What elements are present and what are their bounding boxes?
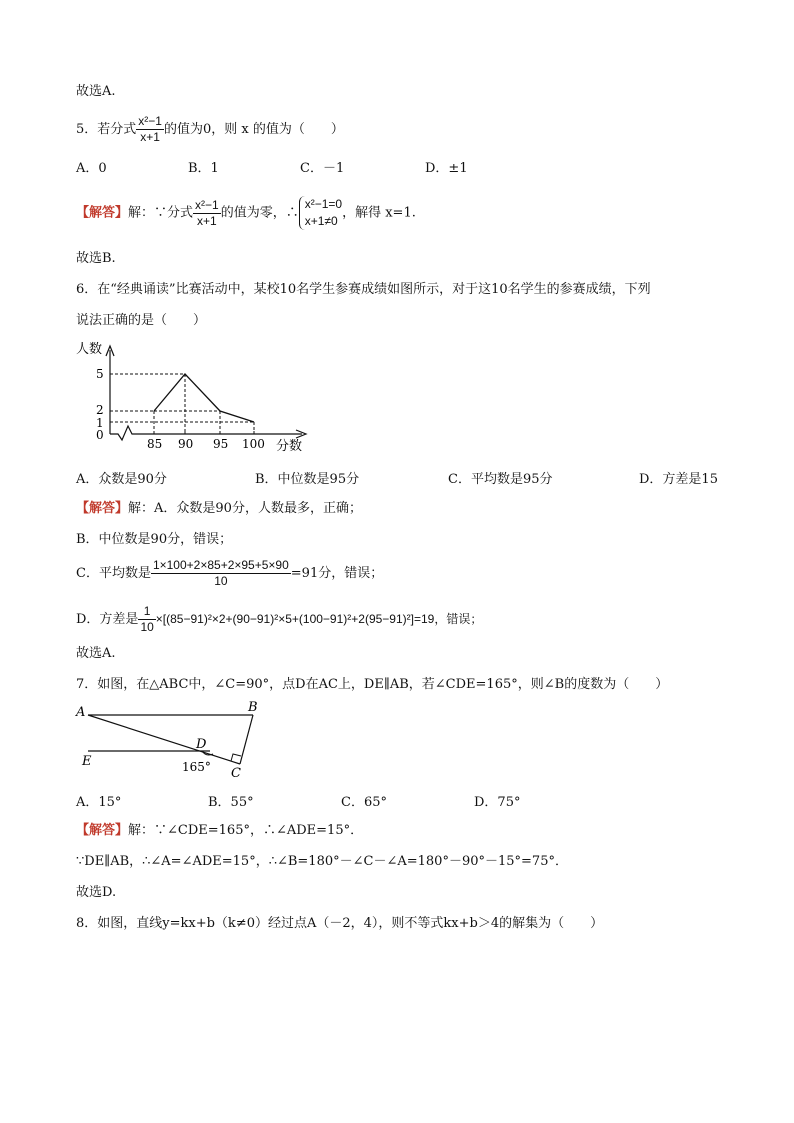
option-a: A．众数是90分 <box>76 472 167 487</box>
question-5-prefix: 5．若分式 <box>76 122 137 137</box>
label-d: D <box>196 737 207 752</box>
answer-tag: 【解答】 <box>76 205 129 221</box>
equation-system <box>299 196 342 230</box>
answer-6-c <box>76 558 383 589</box>
mean-fraction <box>151 558 291 589</box>
question-7-line-1: 7．如图，在△ABC中，∠C=90°，点D在AC上，DE∥AB，若∠CDE=165°，则∠B的度数为（ ） <box>76 677 669 692</box>
y-tick-0: 0 <box>96 428 104 442</box>
label-c: C <box>231 766 241 781</box>
graph-x-label: 分数 <box>276 439 303 454</box>
option-d: D．±1 <box>425 161 468 176</box>
answer-7-line-1 <box>76 822 363 840</box>
y-tick-2: 2 <box>96 403 104 417</box>
option-b: B．55° <box>208 795 254 810</box>
answer-6-c-suffix: =91分，错误； <box>290 566 384 581</box>
label-b: B <box>248 700 258 715</box>
fraction-denominator: x+1 <box>140 130 160 144</box>
option-a: A．15° <box>76 795 122 810</box>
fraction-numerator: 1×100+2×85+2×95+5×90 <box>152 558 289 572</box>
question-5 <box>76 114 344 145</box>
answer-6-a <box>76 500 362 518</box>
option-b: B．1 <box>188 161 219 176</box>
option-a: A．0 <box>76 161 107 176</box>
score-data-line <box>154 374 254 422</box>
option-b: B．中位数是95分 <box>255 472 360 487</box>
answer-choice-line: 故选A. <box>76 84 116 99</box>
question-5-fraction <box>136 114 164 145</box>
answer-6-a-text: 解：A．众数是90分，人数最多，正确； <box>128 501 362 516</box>
answer-6-d-suffix: ×[(85−91)²×2+(90−91)²×5+(100−91)²+2(95−91)²]=19，错误； <box>155 612 483 626</box>
option-c: C．65° <box>341 795 387 810</box>
answer-choice-line: 故选A. <box>76 646 116 661</box>
label-a: A <box>76 705 86 720</box>
answer-choice-line: 故选B. <box>76 251 116 266</box>
answer-tag: 【解答】 <box>76 501 129 516</box>
fraction-numerator: 1 <box>138 604 155 620</box>
answer-6-d <box>76 604 482 635</box>
question-5-suffix: 的值为0，则 x 的值为（ ） <box>163 122 344 137</box>
graph-y-label: 人数 <box>76 342 103 357</box>
y-tick-5: 5 <box>96 367 104 381</box>
label-e: E <box>82 754 92 769</box>
equation-2: x+1≠0 <box>304 214 338 228</box>
equation-1: x²−1=0 <box>304 197 343 211</box>
x-tick-85: 85 <box>147 437 163 451</box>
variance-fraction <box>138 604 155 635</box>
question-6-line-2: 说法正确的是（ ） <box>76 313 207 328</box>
answer-6-d-prefix: D．方差是 <box>76 612 139 627</box>
answer-6-b: B．中位数是90分，错误； <box>76 532 233 547</box>
answer-5-prefix: 解：∵分式 <box>128 205 194 221</box>
y-tick-1: 1 <box>96 416 104 430</box>
answer-choice-line: 故选D. <box>76 885 117 900</box>
answer-5-suffix: ，解得 x=1. <box>342 205 416 221</box>
option-c: C．平均数是95分 <box>448 472 553 487</box>
x-tick-90: 90 <box>178 437 194 451</box>
x-tick-95: 95 <box>213 437 229 451</box>
fraction-numerator: x²−1 <box>195 197 219 212</box>
fraction-denominator: x+1 <box>197 213 217 228</box>
angle-label: 165° <box>182 760 211 774</box>
fraction-numerator: x²−1 <box>138 114 162 128</box>
option-c: C．－1 <box>300 161 345 176</box>
answer-7-line-2: ∵DE∥AB，∴∠A=∠ADE=15°，∴∠B=180°－∠C－∠A=180°－90°－15°=75°． <box>76 854 568 869</box>
answer-7-line-1-text: 解：∵∠CDE=165°，∴∠ADE=15°． <box>128 823 364 838</box>
fraction-denominator: 10 <box>214 574 228 588</box>
question-6-line-1: 6．在“经典诵读”比赛活动中，某校10名学生参赛成绩如图所示，对于这10名学生的参赛成绩，下列 <box>76 282 651 297</box>
score-line-graph <box>70 338 320 458</box>
triangle-figure <box>70 696 280 784</box>
answer-tag: 【解答】 <box>76 823 129 838</box>
answer-5 <box>76 196 416 230</box>
option-d: D．方差是15 <box>639 472 718 487</box>
question-8-line-1: 8．如图，直线y=kx+b（k≠0）经过点A（－2，4），则不等式kx+b＞4的解集为（ ） <box>76 916 604 931</box>
x-tick-100: 100 <box>242 437 265 451</box>
answer-6-c-prefix: C．平均数是 <box>76 566 151 581</box>
answer-5-middle: 的值为零，∴ <box>220 205 299 221</box>
answer-5-fraction <box>193 198 221 229</box>
fraction-denominator: 10 <box>140 620 154 634</box>
option-d: D．75° <box>474 795 521 810</box>
